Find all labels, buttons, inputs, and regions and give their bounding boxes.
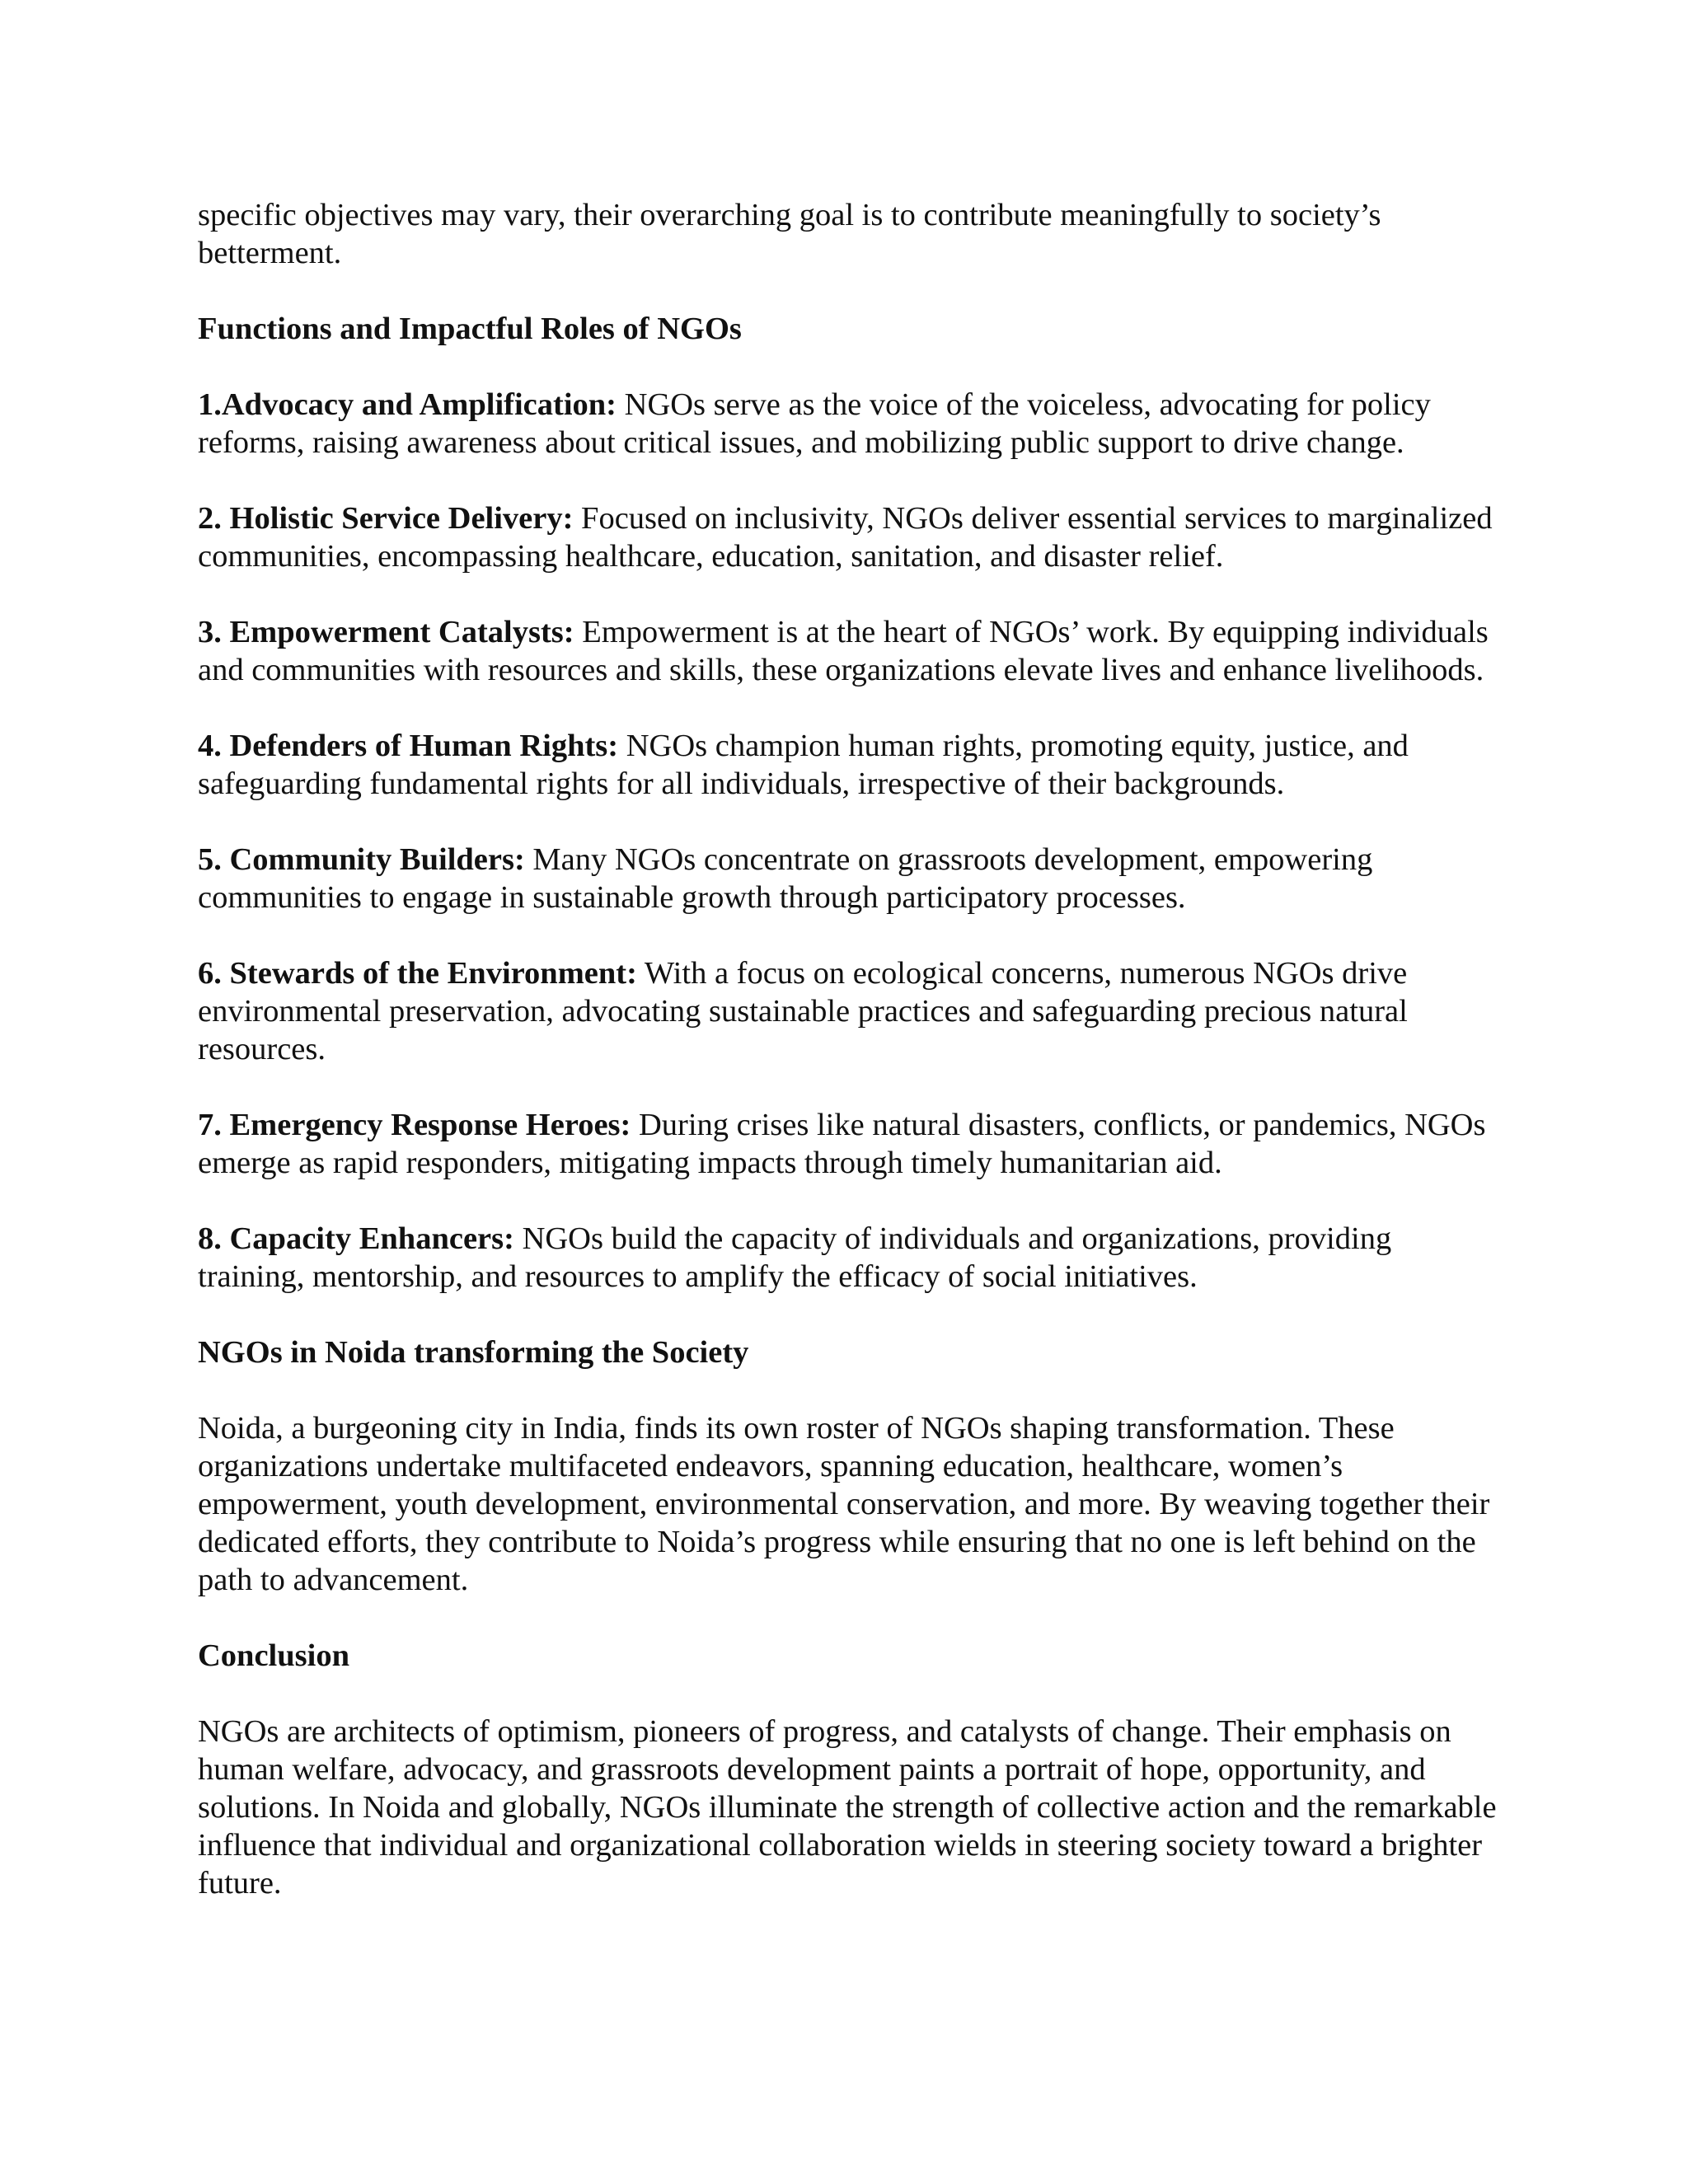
function-item-body: NGOs serve as the voice of the voiceless, advocating for policy reforms, raising awareness about critical issues, and mobilizing public support to drive change. [198,387,1431,460]
function-item-body: Focused on inclusivity, NGOs deliver essential services to marginalized communities, encompassing healthcare, education, sanitation, and disaster relief. [198,501,1493,574]
function-item-8 [198,1220,1500,1296]
function-item-body: With a focus on ecological concerns, numerous NGOs drive environmental preservation, advocating sustainable practices and safeguarding precious natural resources. [198,956,1408,1066]
function-item-title: 3. Empowerment Catalysts: [198,615,574,649]
function-item-title: 4. Defenders of Human Rights: [198,729,619,763]
function-item-title: 2. Holistic Service Delivery: [198,501,574,536]
function-item-body: NGOs build the capacity of individuals and organizations, providing training, mentorship, and resources to amplify the efficacy of social initiatives. [198,1221,1392,1294]
function-item-body: Empowerment is at the heart of NGOs’ work. By equipping individuals and communities with resources and skills, these organizations elevate lives and enhance livelihoods. [198,615,1489,687]
function-item-3 [198,613,1500,689]
function-item-title: 7. Emergency Response Heroes: [198,1108,631,1142]
function-item-body: Many NGOs concentrate on grassroots development, empowering communities to engage in sustainable growth through participatory processes. [198,842,1373,915]
conclusion-heading: Conclusion [198,1638,350,1673]
conclusion-paragraph: NGOs are architects of optimism, pioneers of progress, and catalysts of change. Their emphasis on human welfare, advocacy, and grassroots development paints a portrait of hope, opportunity, and solutions. In Noida and globally, NGOs illuminate the strength of collective action and the remarkable influence that individual and organizational collaboration wields in steering society toward a brighter future. [198,1714,1497,1900]
function-item-2 [198,499,1500,575]
function-item-title: 1.Advocacy and Amplification: [198,387,617,422]
function-item-title: 6. Stewards of the Environment: [198,956,637,991]
document-page [198,196,1500,1940]
intro-paragraph: specific objectives may vary, their overarching goal is to contribute meaningfully to society’s betterment. [198,198,1381,270]
function-item-4 [198,727,1500,803]
function-item-7 [198,1106,1500,1182]
function-item-6 [198,954,1500,1068]
function-item-title: 8. Capacity Enhancers: [198,1221,514,1256]
functions-heading: Functions and Impactful Roles of NGOs [198,312,742,346]
noida-heading: NGOs in Noida transforming the Society [198,1335,749,1370]
function-item-1 [198,386,1500,462]
function-item-body: During crises like natural disasters, conflicts, or pandemics, NGOs emerge as rapid responders, mitigating impacts through timely humanitarian aid. [198,1108,1486,1180]
function-item-5 [198,841,1500,916]
function-item-title: 5. Community Builders: [198,842,525,877]
function-item-body: NGOs champion human rights, promoting equity, justice, and safeguarding fundamental rights for all individuals, irrespective of their backgrounds. [198,729,1409,801]
noida-paragraph: Noida, a burgeoning city in India, finds its own roster of NGOs shaping transformation. These organizations undertake multifaceted endeavors, spanning education, healthcare, women’s empowerment, youth development, environmental conservation, and more. By weaving together their dedicated efforts, they contribute to Noida’s progress while ensuring that no one is left behind on the path to advancement. [198,1411,1490,1597]
